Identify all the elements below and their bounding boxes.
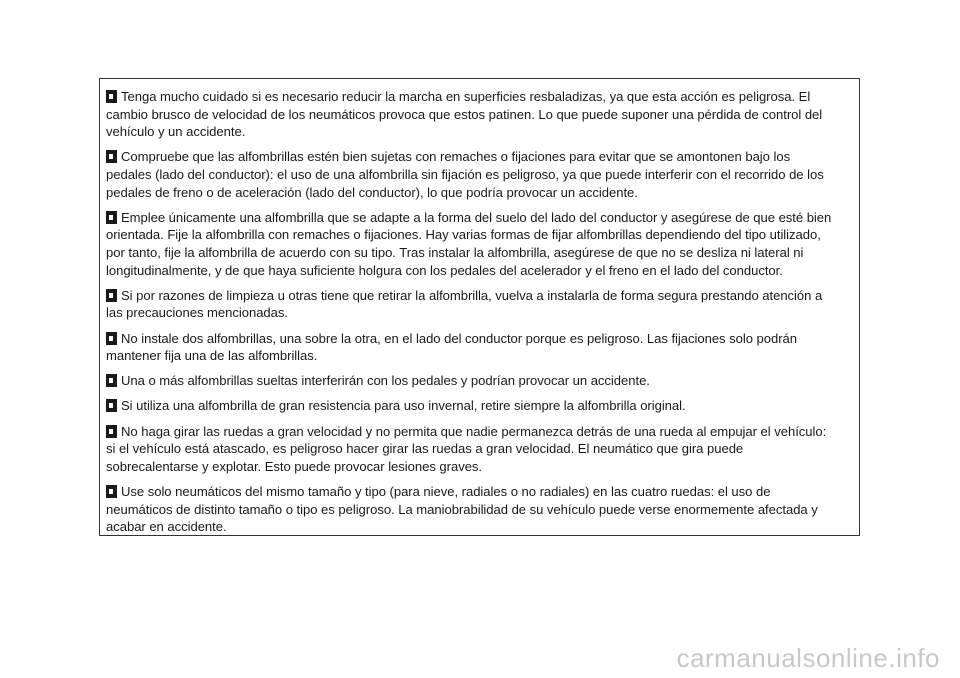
warning-bullet-icon <box>106 399 117 411</box>
warning-bullet-icon <box>106 289 117 301</box>
warning-paragraph <box>106 209 851 279</box>
paragraph-line: acabar en accidente. <box>106 519 227 535</box>
warning-bullet-icon <box>106 425 117 437</box>
warning-bullet-icon <box>106 90 117 102</box>
warning-paragraphs <box>106 88 851 536</box>
paragraph-line: las precauciones mencionadas. <box>106 305 288 321</box>
paragraph-line: longitudinalmente, y de que haya suficiente holgura con los pedales del acelerador y el freno en el lado del conductor. <box>106 262 783 278</box>
paragraph-line: vehículo y un accidente. <box>106 124 246 140</box>
paragraph-line: Si por razones de limpieza u otras tiene que retirar la alfombrilla, vuelva a instalarla de forma segura prestando atención a <box>121 287 823 303</box>
warning-bullet-icon <box>106 374 117 386</box>
paragraph-line: por tanto, fije la alfombrilla de acuerdo con su tipo. Tras instalar la alfombrilla, asegúrese de que no se desliza ni lateral ni <box>106 244 804 260</box>
paragraph-line: No haga girar las ruedas a gran velocidad y no permita que nadie permanezca detrás de una rueda al empujar el vehículo: <box>121 423 827 439</box>
paragraph-line: neumáticos de distinto tamaño o tipo es peligroso. La maniobrabilidad de su vehículo puede verse enormemente afectada y <box>106 501 818 517</box>
paragraph-line: mantener fija una de las alfombrillas. <box>106 348 318 364</box>
paragraph-line: Si utiliza una alfombrilla de gran resistencia para uso invernal, retire siempre la alfombrilla original. <box>121 398 686 414</box>
warning-paragraph <box>106 148 851 201</box>
paragraph-line: Compruebe que las alfombrillas estén bien sujetas con remaches o fijaciones para evitar que se amontonen bajo los <box>121 149 791 165</box>
paragraph-line: Una o más alfombrillas sueltas interferirán con los pedales y podrían provocar un accidente. <box>121 373 650 389</box>
paragraph-line: si el vehículo está atascado, es peligroso hacer girar las ruedas a gran velocidad. El neumático que gira puede <box>106 441 744 457</box>
paragraph-line: pedales de freno o de aceleración (lado del conductor), lo que podría provocar un accidente. <box>106 184 638 200</box>
warning-paragraph <box>106 88 851 141</box>
paragraph-line: Tenga mucho cuidado si es necesario reducir la marcha en superficies resbaladizas, ya que esta acción es peligrosa. El <box>121 89 811 104</box>
warning-paragraph <box>106 397 851 415</box>
warning-paragraph <box>106 423 851 476</box>
warning-paragraph <box>106 483 851 536</box>
paragraph-line: sobrecalentarse y explotar. Esto puede provocar lesiones graves. <box>106 458 483 474</box>
paragraph-line: orientada. Fije la alfombrilla con remaches o fijaciones. Hay varias formas de fijar alfombrillas dependiendo del tipo utilizado, <box>106 227 821 243</box>
warning-bullet-icon <box>106 150 117 162</box>
warning-bullet-icon <box>106 332 117 344</box>
warning-paragraph <box>106 287 851 322</box>
paragraph-line: Emplee únicamente una alfombrilla que se adapte a la forma del suelo del lado del conductor y asegúrese de que esté bien <box>121 209 832 225</box>
warning-box <box>99 78 860 536</box>
warning-bullet-icon <box>106 485 117 497</box>
watermark: carmanualsonline.info <box>676 643 940 673</box>
warning-paragraph <box>106 372 851 390</box>
warning-bullet-icon <box>106 211 117 223</box>
paragraph-line: pedales (lado del conductor): el uso de una alfombrilla sin fijación es peligroso, ya que puede interferir con el recorrido de los <box>106 166 824 182</box>
paragraph-line: No instale dos alfombrillas, una sobre la otra, en el lado del conductor porque es peligroso. Las fijaciones solo podrán <box>121 330 798 346</box>
warning-paragraph <box>106 330 851 365</box>
paragraph-line: cambio brusco de velocidad de los neumáticos provoca que estos patinen. Lo que puede suponer una pérdida de control del <box>106 106 823 122</box>
paragraph-line: Use solo neumáticos del mismo tamaño y tipo (para nieve, radiales o no radiales) en las cuatro ruedas: el uso de <box>121 484 771 500</box>
